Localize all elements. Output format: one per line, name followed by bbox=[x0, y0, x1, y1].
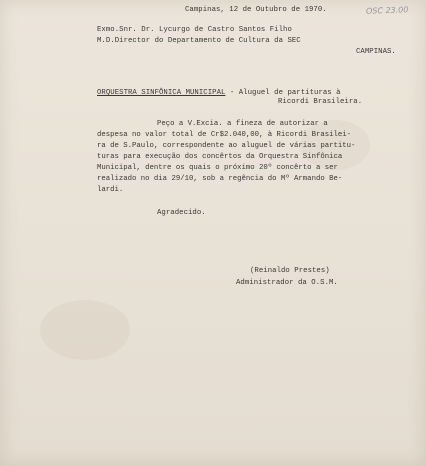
body-line-1: Peço a V.Excia. a fineza de autorizar a bbox=[157, 120, 328, 128]
subject-line-2: Ricordi Brasileira. bbox=[278, 98, 363, 106]
body-line-5: Municipal, dentre os quais o próximo 20º concêrto a ser bbox=[97, 164, 338, 172]
body-line-7: lardi. bbox=[97, 186, 124, 194]
subject-title: ORQUESTRA SINFÔNICA MUNICIPAL bbox=[97, 89, 226, 97]
signatory-title: Administrador da O.S.M. bbox=[236, 279, 338, 287]
recipient-line-1: Exmo.Snr. Dr. Lycurgo de Castro Santos Filho bbox=[97, 26, 292, 34]
date-line: Campinas, 12 de Outubro de 1970. bbox=[185, 6, 327, 14]
subject-description: - Aluguel de partituras à bbox=[225, 89, 341, 97]
body-line-2: despesa no valor total de Cr$2.040,00, à Ricordi Brasilei- bbox=[97, 131, 351, 139]
body-line-4: turas para execução dos concêrtos da Orquestra Sinfônica bbox=[97, 153, 343, 161]
subject-line bbox=[97, 89, 341, 98]
closing: Agradecido. bbox=[157, 209, 206, 217]
recipient-line-2: M.D.Director do Departamento de Cultura da SEC bbox=[97, 37, 301, 45]
body-line-3: ra de S.Paulo, correspondente ao aluguel de várias partitu- bbox=[97, 142, 356, 150]
recipient-city: CAMPINAS. bbox=[356, 48, 396, 56]
pencil-annotation: OSC 23.00 bbox=[365, 5, 409, 16]
signatory-name: (Reinaldo Prestes) bbox=[250, 267, 330, 275]
body-line-6: realizado no dia 29/10, sob a regência do Mº Armando Be- bbox=[97, 175, 343, 183]
paper-stain bbox=[40, 300, 130, 360]
